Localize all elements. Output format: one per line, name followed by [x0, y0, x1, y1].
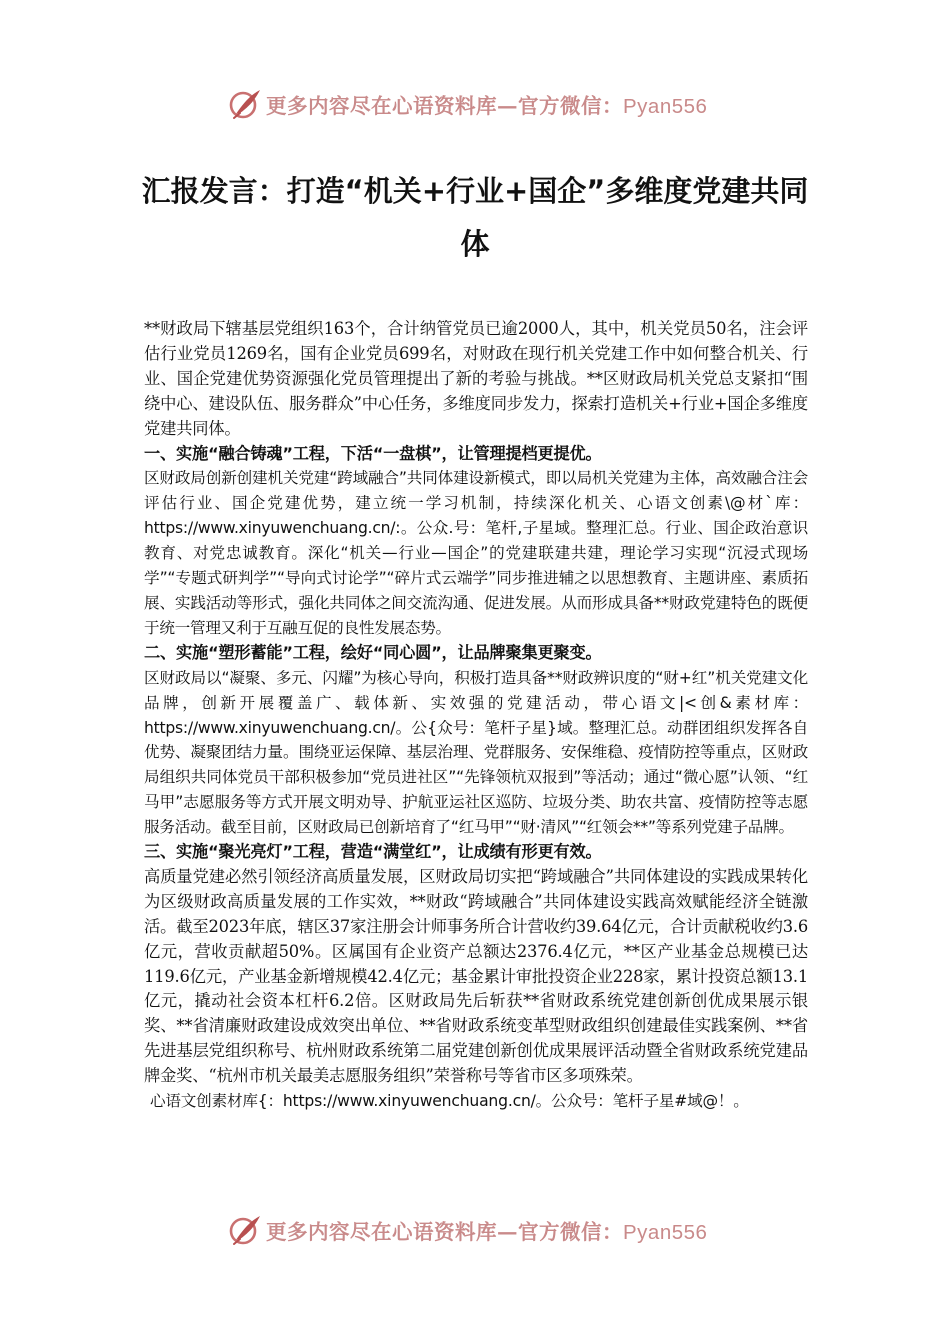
quill-logo-icon	[228, 1213, 262, 1247]
document-title: 汇报发言：打造“机关+行业+国企”多维度党建共同体	[141, 174, 809, 262]
section-3-heading: 三、实施“聚光亮灯”工程，营造“满堂红”，让成绩有形更有效。	[144, 842, 602, 862]
intro-paragraph: **财政局下辖基层党组织163个，合计纳管党员已逾2000人，其中，机关党员50名，注会评估行业党员1269名，国有企业党员699名，对财政在现行机关党建工作中如何整合机关、行业、国企党建优势资源强化党员管理提出了新的考验与挑战。**区财政局机关党总支紧扣“围绕中心、建设队伍、服务群众”中心任务，多维度同步发力，探索打造机关+行业+国企多维度党建共同体。	[144, 319, 808, 438]
banner-text: 更多内容尽在心语资料库—官方微信：Pyan556	[266, 1220, 708, 1244]
document-body	[144, 317, 808, 1114]
footer-banner	[228, 1210, 728, 1250]
section-1-heading: 一、实施“融合铸魂”工程，下活“一盘棋”，让管理提档更提优。	[144, 443, 602, 463]
header-banner	[228, 84, 728, 124]
section-3-body: 高质量党建必然引领经济高质量发展，区财政局切实把“跨域融合”共同体建设的实践成果转化为区级财政高质量发展的工作实效，**财政“跨域融合”共同体建设实践高效赋能经济全链激活。截至2023年底，辖区37家注册会计师事务所合计营收约39.64亿元，合计贡献税收约3.6亿元，营收贡献超50%。区属国有企业资产总额达2376.4亿元，**区产业基金总规模已达119.6亿元，产业基金新增规模42.4亿元；基金累计审批投资企业228家，累计投资总额13.1亿元，撬动社会资本杠杆6.2倍。区财政局先后斩获**省财政系统党建创新创优成果展示银奖、**省清廉财政建设成效突出单位、**省财政系统变革型财政组织创建最佳实践案例、**省先进基层党组织称号、杭州财政系统第二届党建创新创优成果展评活动暨全省财政系统党建品牌金奖、“杭州市机关最美志愿服务组织”荣誉称号等省市区多项殊荣。	[144, 866, 808, 1086]
section-2-heading: 二、实施“塑形蓄能”工程，绘好“同心圆”，让品牌聚集更聚变。	[144, 642, 602, 662]
wechat-id: Pyan556	[623, 1221, 708, 1244]
footer-note: 心语文创素材库{：https://www.xinyuwenchuang.cn/。公众号：笔杆子星#域@！。	[150, 1092, 749, 1111]
wechat-id: Pyan556	[623, 95, 708, 118]
banner-text: 更多内容尽在心语资料库—官方微信：Pyan556	[266, 94, 708, 118]
section-2-body: 区财政局以“凝聚、多元、闪耀”为核心导向，积极打造具备**财政辨识度的“财+红”机关党建文化品牌，创新开展覆盖广、载体新、实效强的党建活动，带心语文|<创&素材库：https://www.xinyuwenchuang.cn/。公{众号：笔杆子星}域。整理汇总。动群团组织发挥各自优势、凝聚团结力量。围绕亚运保障、基层治理、党群服务、安保维稳、疫情防控等重点，区财政局组织共同体党员干部积极参加“党员进社区”“先锋领杭双报到”等活动；通过“微心愿”认领、“红马甲”志愿服务等方式开展文明劝导、护航亚运社区巡防、垃圾分类、助农共富、疫情防控等志愿服务活动。截至目前，区财政局已创新培育了“红马甲”“财·清风”“红领会**”等系列党建子品牌。	[144, 668, 808, 837]
section-1-body: 区财政局创新创建机关党建“跨域融合”共同体建设新模式，即以局机关党建为主体，高效融合注会评估行业、国企党建优势，建立统一学习机制，持续深化机关、心语文创素\@材`库：https://www.xinyuwenchuang.cn/:。公众.号：笔杆,子星域。整理汇总。行业、国企政治意识教育、对党忠诚教育。深化“机关—行业—国企”的党建联建共建，理论学习实现“沉浸式现场学”“专题式研判学”“导向式讨论学”“碎片式云端学”同步推进辅之以思想教育、主题讲座、素质拓展、实践活动等形式，强化共同体之间交流沟通、促进发展。从而形成具备**财政党建特色的既便于统一管理又利于互融互促的良性发展态势。	[144, 469, 808, 637]
quill-logo-icon	[228, 87, 262, 121]
